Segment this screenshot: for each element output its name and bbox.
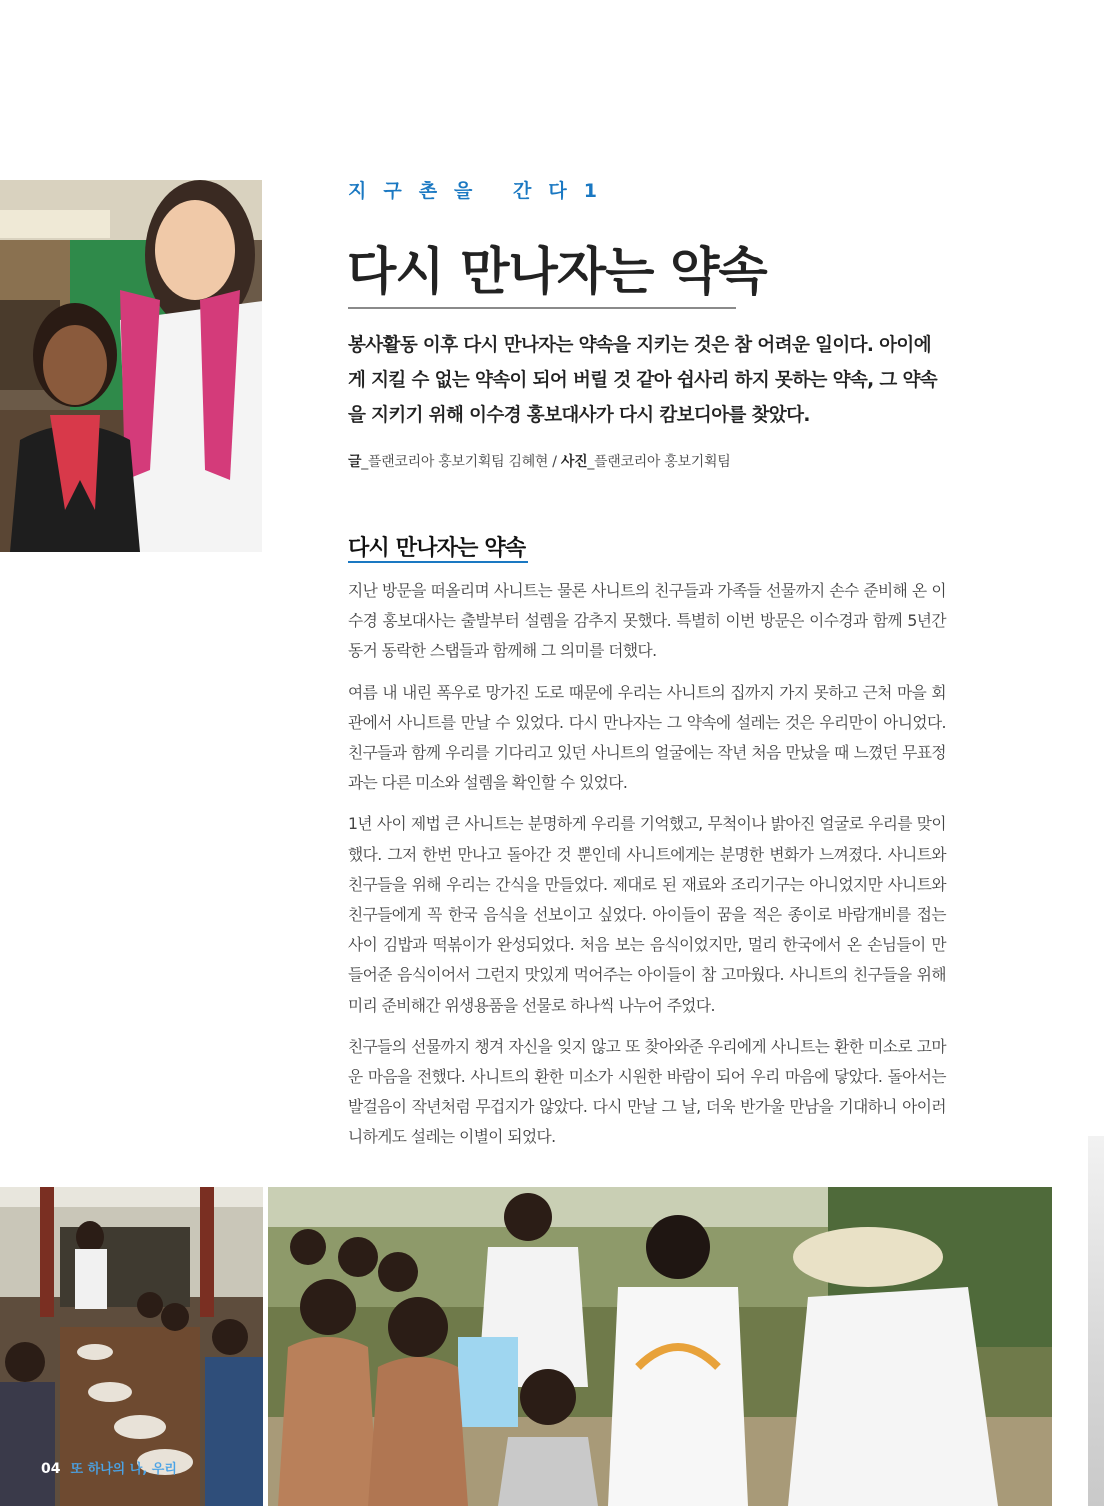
series-label: 지구촌을 간다1	[348, 180, 614, 202]
byline-photo-value: _플랜코리아 홍보기획팀	[587, 454, 731, 470]
byline	[348, 451, 730, 471]
page-title: 다시 만나자는 약속	[347, 243, 767, 302]
magazine-name: 또 하나의 나, 우리	[70, 1462, 177, 1477]
body-paragraph: 지난 방문을 떠올리며 사니트는 물론 사니트의 친구들과 가족들 선물까지 손수 준비해 온 이수경 홍보대사는 출발부터 설렘을 감추지 못했다. 특별히 이번 방문은 이수경과 함께 5년간 동거 동락한 스탭들과 함께해 그 의미를 더했다.	[348, 581, 946, 661]
body-paragraph: 친구들의 선물까지 챙겨 자신을 잊지 않고 또 찾아와준 우리에게 사니트는 환한 미소로 고마운 마음을 전했다. 사니트의 환한 미소가 시원한 바람이 되어 우리 마음에 닿았다. 돌아서는 발걸음이 작년처럼 무겁지가 않았다. 다시 만날 그 날, 더욱 반가울 만남을 기대하니 아이러니하게도 설레는 이별이 되었다.	[348, 1036, 946, 1147]
next-page-edge	[1088, 1136, 1104, 1506]
section-heading-underline	[348, 561, 528, 563]
title-divider	[348, 307, 736, 309]
body-paragraph: 여름 내 내린 폭우로 망가진 도로 때문에 우리는 사니트의 집까지 가지 못하고 근처 마을 회관에서 사니트를 만날 수 있었다. 다시 만나자는 그 약속에 설레는 것은 우리만이 아니었다. 친구들과 함께 우리를 기다리고 있던 사니트의 얼굴에는 작년 처음 만났을 때 느꼈던 무표정과는 다른 미소와 설렘을 확인할 수 있었다.	[348, 682, 946, 793]
byline-photo-label: 사진	[560, 454, 588, 470]
lead-paragraph: 봉사활동 이후 다시 만나자는 약속을 지키는 것은 참 어려운 일이다. 아이에게 지킬 수 없는 약속이 되어 버릴 것 같아 쉽사리 하지 못하는 약속, 그 약속을 지키기 위해 이수경 홍보대사가 다시 캄보디아를 찾았다.	[348, 335, 938, 426]
photo-outdoor-activity	[268, 1187, 1052, 1506]
section-heading: 다시 만나자는 약속	[348, 536, 526, 561]
body-paragraph: 1년 사이 제법 큰 사니트는 분명하게 우리를 기억했고, 무척이나 밝아진 얼굴로 우리를 맞이했다. 그저 한번 만나고 돌아간 것 뿐인데 사니트에게는 분명한 변화가 느껴졌다. 사니트와 친구들을 위해 우리는 간식을 만들었다. 제대로 된 재료와 조리기구는 아니었지만 사니트와 친구들에게 꼭 한국 음식을 선보이고 싶었다. 아이들이 꿈을 적은 종이로 바람개비를 접는 사이 김밥과 떡볶이가 완성되었다. 처음 보는 음식이었지만, 멀리 한국에서 온 손님들이 만들어준 음식이어서 그런지 맛있게 먹어주는 아이들이 참 고마웠다. 사니트의 친구들을 위해 미리 준비해간 위생용품을 선물로 하나씩 나누어 주었다.	[348, 814, 946, 1015]
byline-text-label: 글	[348, 454, 362, 470]
byline-text-value: _플랜코리아 홍보기획팀 김혜현 /	[361, 454, 561, 470]
page-footer	[41, 1458, 177, 1477]
article-body	[348, 576, 946, 1164]
page-number: 04	[41, 1461, 61, 1477]
photo-ambassador-with-child	[0, 180, 262, 552]
